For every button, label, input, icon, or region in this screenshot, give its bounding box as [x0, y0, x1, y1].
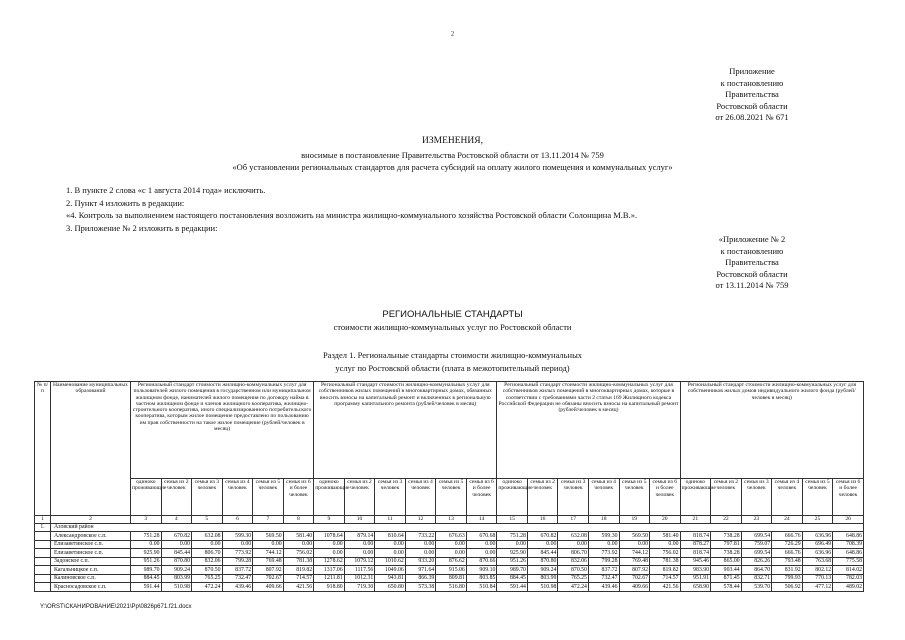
value-cell: 0.00	[192, 540, 223, 549]
change-item: 1. В пункте 2 слова «с 1 августа 2014 года» исключить.	[66, 185, 266, 195]
value-cell: 799.28	[222, 557, 253, 566]
table-row	[35, 549, 864, 558]
column-number: 5	[192, 516, 223, 524]
value-cell: 719.30	[344, 583, 375, 592]
value-cell: 943.81	[375, 574, 406, 583]
column-number: 10	[344, 516, 375, 524]
value-cell: 738.28	[711, 549, 742, 558]
value-cell: 516.80	[436, 583, 467, 592]
family-size-header: семья из 4 человек	[772, 479, 803, 516]
value-cell: 799.28	[588, 557, 619, 566]
family-size-header: семья из 3 человек	[558, 479, 589, 516]
table-row	[35, 540, 864, 549]
value-cell: 421.56	[650, 583, 681, 592]
value-cell: 0.00	[436, 549, 467, 558]
value-cell: 802.12	[802, 566, 833, 575]
value-cell: 770.13	[802, 574, 833, 583]
value-cell: 477.12	[802, 583, 833, 592]
municipality-name: Александровское с.п.	[51, 532, 131, 541]
value-cell: 765.25	[192, 574, 223, 583]
file-path-footer: Y:\ORST\СКАНИРОВАНИЕ\2021\Pp\0826p671.f21.docx	[40, 604, 192, 610]
column-number: 19	[619, 516, 650, 524]
appendix-2-line: от 13.11.2014 № 759	[715, 280, 789, 290]
value-cell: 581.40	[650, 532, 681, 541]
value-cell: 989.70	[497, 566, 528, 575]
family-size-header: семья из 2 человек	[344, 479, 375, 516]
table-row	[35, 583, 864, 592]
value-cell: 0.00	[619, 540, 650, 549]
value-cell: 818.74	[680, 532, 711, 541]
value-cell: 871.45	[711, 574, 742, 583]
value-cell: 599.30	[588, 532, 619, 541]
standards-table	[34, 381, 864, 592]
value-cell: 472.24	[192, 583, 223, 592]
row-number-cell	[35, 566, 51, 575]
value-cell: 0.00	[497, 540, 528, 549]
column-number: 17	[558, 516, 589, 524]
value-cell: 793.48	[772, 557, 803, 566]
appendix-2-block	[682, 234, 822, 292]
value-cell: 591.44	[131, 583, 162, 592]
family-size-header: семья из 5 человек	[802, 479, 833, 516]
regional-standards-title: РЕГИОНАЛЬНЫЕ СТАНДАРТЫ	[382, 309, 523, 320]
value-cell: 510.98	[161, 583, 192, 592]
family-size-header: семья из 3 человек	[375, 479, 406, 516]
value-cell: 439.46	[222, 583, 253, 592]
value-cell: 763.68	[802, 557, 833, 566]
value-cell: 632.08	[558, 532, 589, 541]
appendix-1-line: к постановлению	[720, 77, 784, 88]
appendix-1-line: от 26.08.2021 № 671	[715, 112, 789, 122]
value-cell: 0.00	[405, 549, 436, 558]
value-cell: 702.67	[619, 574, 650, 583]
value-cell: 879.14	[344, 532, 375, 541]
appendix-2-line: к постановлению	[720, 245, 784, 256]
family-size-header: семья из 5 человек	[436, 479, 467, 516]
value-cell: 0.00	[131, 540, 162, 549]
change-item: «4. Контроль за выполнением настоящего постановления возложить на министра жилищно-коммунального хозяйства Ростовской области Солонщина М.В.».	[66, 210, 638, 220]
column-number: 21	[680, 516, 711, 524]
value-cell: 658.90	[680, 583, 711, 592]
column-number: 24	[772, 516, 803, 524]
family-size-header: семья из 4 человек	[588, 479, 619, 516]
value-cell: 666.76	[772, 549, 803, 558]
value-cell: 699.54	[741, 549, 772, 558]
row-number-cell	[35, 540, 51, 549]
column-number: 14	[466, 516, 497, 524]
value-cell: 803.99	[161, 574, 192, 583]
value-cell: 714.57	[283, 574, 314, 583]
family-size-header: семья из 6 и более человек	[833, 479, 864, 516]
value-cell: 732.47	[222, 574, 253, 583]
family-size-header: одиноко проживающие	[497, 479, 528, 516]
column-number: 3	[131, 516, 162, 524]
value-cell: 636.96	[802, 549, 833, 558]
column-number: 16	[527, 516, 558, 524]
appendix-2-line: Правительства	[725, 257, 779, 267]
value-cell: 832.71	[741, 574, 772, 583]
family-size-header: семья из 2 человек	[527, 479, 558, 516]
column-number: 2	[51, 516, 131, 524]
value-cell: 756.02	[650, 549, 681, 558]
value-cell: 648.86	[833, 532, 864, 541]
value-cell: 870.80	[161, 557, 192, 566]
value-cell: 806.70	[558, 549, 589, 558]
value-cell: 971.64	[405, 566, 436, 575]
value-cell: 702.67	[253, 574, 284, 583]
header-row-groups	[35, 382, 864, 479]
family-size-header: семья из 4 человек	[222, 479, 253, 516]
column-number: 25	[802, 516, 833, 524]
value-cell: 765.25	[558, 574, 589, 583]
value-cell: 1078.64	[314, 532, 345, 541]
appendix-1-line: Приложение	[729, 66, 775, 76]
value-cell: 759.07	[741, 540, 772, 549]
value-cell: 421.56	[283, 583, 314, 592]
value-cell: 0.00	[466, 549, 497, 558]
value-cell: 0.00	[405, 540, 436, 549]
value-cell: 650.80	[375, 583, 406, 592]
appendix-2-line: Ростовской области	[716, 268, 788, 279]
family-size-header: семья из 2 человек	[711, 479, 742, 516]
regional-standards-subtitle: стоимости жилищно-коммунальных услуг по Ростовской области	[333, 322, 572, 332]
table-row	[35, 574, 864, 583]
value-cell: 0.00	[375, 540, 406, 549]
header-number: № п/п	[35, 382, 51, 516]
row-number-cell	[35, 532, 51, 541]
value-cell: 837.72	[222, 566, 253, 575]
value-cell: 870.50	[558, 566, 589, 575]
column-number: 11	[375, 516, 406, 524]
value-cell: 733.22	[405, 532, 436, 541]
value-cell: 866.39	[405, 574, 436, 583]
table-row	[35, 566, 864, 575]
header-group-2: Региональный стандарт стоимости жилищно-коммунальных услуг для собственников жилых помещений в многоквартирных домах, обязанных вносить взносы на капитальный ремонт и включенных в региональную программу капитального ремонта (рублей/человек в месяц)	[314, 382, 497, 479]
value-cell: 751.28	[497, 532, 528, 541]
value-cell: 569.50	[619, 532, 650, 541]
header-municipality: Наименование муниципальных образований	[51, 382, 131, 516]
value-cell: 738.28	[711, 532, 742, 541]
section-line: услуг по Ростовской области (плата в межотопительный период)	[335, 362, 570, 373]
value-cell: 1049.06	[375, 566, 406, 575]
municipality-name: Елизаветинское с.п.	[51, 540, 131, 549]
value-cell: 409.66	[253, 583, 284, 592]
value-cell: 925.90	[131, 549, 162, 558]
municipality-name: Задонское с.п.	[51, 557, 131, 566]
family-size-header: семья из 5 человек	[253, 479, 284, 516]
value-cell: 807.92	[619, 566, 650, 575]
district-number: 1.	[35, 523, 51, 532]
value-cell: 832.06	[558, 557, 589, 566]
column-number: 1	[35, 516, 51, 524]
value-cell: 0.00	[466, 540, 497, 549]
column-number: 15	[497, 516, 528, 524]
appendix-2-line: «Приложение № 2	[718, 234, 786, 244]
value-cell: 909.10	[466, 566, 497, 575]
value-cell: 599.30	[222, 532, 253, 541]
value-cell: 744.12	[253, 549, 284, 558]
changes-subject: «Об установлении региональных стандартов для расчета субсидий на оплату жилого помещения и коммунальных услуг»	[232, 162, 673, 172]
family-size-header: семья из 2 человек	[161, 479, 192, 516]
value-cell: 1012.31	[344, 574, 375, 583]
municipality-name: Калиновское с.п.	[51, 574, 131, 583]
value-cell: 744.12	[619, 549, 650, 558]
header-group-1: Региональный стандарт стоимости жилищно-коммунальных услуг для пользователей жилого помещения в государственном или муниципальном жилищном фонде, нанимателей жилого помещения по договору найма в частном жилищном фонде и членов жилищного кооператива, жилищно-строительного кооператива, иного специализированного потребительского кооператива, которым жилое помещение предоставлено по пользованию им прав собственности на такое жилое помещение (рублей/человек в месяц)	[131, 382, 314, 479]
change-items	[66, 184, 637, 234]
column-number: 22	[711, 516, 742, 524]
value-cell: 903.44	[711, 566, 742, 575]
value-cell: 591.44	[497, 583, 528, 592]
value-cell: 539.70	[741, 583, 772, 592]
value-cell: 756.02	[283, 549, 314, 558]
value-cell: 632.08	[192, 532, 223, 541]
value-cell: 945.46	[680, 557, 711, 566]
value-cell: 870.50	[192, 566, 223, 575]
value-cell: 0.00	[650, 540, 681, 549]
value-cell: 933.20	[405, 557, 436, 566]
value-cell: 1117.56	[344, 566, 375, 575]
district-row	[35, 523, 864, 532]
value-cell: 636.96	[802, 532, 833, 541]
value-cell: 837.72	[588, 566, 619, 575]
value-cell: 439.46	[588, 583, 619, 592]
value-cell: 0.00	[344, 549, 375, 558]
value-cell: 670.82	[161, 532, 192, 541]
column-number: 8	[283, 516, 314, 524]
value-cell: 670.68	[466, 532, 497, 541]
header-group-3: Региональный стандарт стоимости жилищно-коммунальных услуг для собственников жилых помещений в многоквартирных домах, которые в соответствии с требованиями части 2 статьи 169 Жилищного кодекса Российской Федерации не обязаны вносить взносы на капитальный ремонт (рублей/человек в месяц)	[497, 382, 680, 479]
value-cell: 489.02	[833, 583, 864, 592]
row-number-cell	[35, 574, 51, 583]
value-cell: 878.27	[680, 540, 711, 549]
row-number-cell	[35, 583, 51, 592]
value-cell: 510.84	[466, 583, 497, 592]
value-cell: 648.86	[833, 549, 864, 558]
value-cell: 1278.62	[314, 557, 345, 566]
value-cell: 708.39	[833, 540, 864, 549]
value-cell: 670.82	[527, 532, 558, 541]
value-cell: 0.00	[344, 540, 375, 549]
family-size-header: одиноко проживающие	[314, 479, 345, 516]
value-cell: 782.03	[833, 574, 864, 583]
value-cell: 732.47	[588, 574, 619, 583]
page-number: 2	[450, 30, 455, 38]
value-cell: 845.44	[161, 549, 192, 558]
municipality-name: Красносадовское с.п.	[51, 583, 131, 592]
row-number-cell	[35, 549, 51, 558]
value-cell: 0.00	[314, 540, 345, 549]
header-row-family-size	[35, 479, 864, 516]
value-cell: 809.81	[436, 574, 467, 583]
value-cell: 0.00	[253, 540, 284, 549]
column-number: 12	[405, 516, 436, 524]
changes-subtitle: вносимые в постановление Правительства Ростовской области от 13.11.2014 № 759	[301, 150, 604, 160]
value-cell: 806.70	[192, 549, 223, 558]
value-cell: 909.24	[527, 566, 558, 575]
family-size-header: одиноко проживающие	[131, 479, 162, 516]
value-cell: 769.48	[619, 557, 650, 566]
column-number: 9	[314, 516, 345, 524]
value-cell: 915.06	[436, 566, 467, 575]
value-cell: 803.99	[527, 574, 558, 583]
value-cell: 0.00	[283, 540, 314, 549]
section-heading	[0, 349, 905, 374]
section-line: Раздел 1. Региональные стандарты стоимости жилищно-коммунальных	[322, 350, 583, 360]
value-cell: 803.85	[466, 574, 497, 583]
value-cell: 714.57	[650, 574, 681, 583]
column-number: 13	[436, 516, 467, 524]
value-cell: 0.00	[314, 549, 345, 558]
district-name: Азовский район	[51, 523, 864, 532]
value-cell: 884.45	[497, 574, 528, 583]
value-cell: 751.28	[131, 532, 162, 541]
value-cell: 814.02	[833, 566, 864, 575]
value-cell: 773.92	[222, 549, 253, 558]
family-size-header: семья из 3 человек	[192, 479, 223, 516]
value-cell: 0.00	[436, 540, 467, 549]
municipality-name: Елизаветинское с.п.	[51, 549, 131, 558]
value-cell: 1317.06	[314, 566, 345, 575]
value-cell: 925.90	[497, 549, 528, 558]
value-cell: 0.00	[222, 540, 253, 549]
value-cell: 884.45	[131, 574, 162, 583]
value-cell: 0.00	[558, 540, 589, 549]
value-cell: 769.48	[253, 557, 284, 566]
value-cell: 573.38	[405, 583, 436, 592]
family-size-header: семья из 6 и более человек	[466, 479, 497, 516]
value-cell: 807.92	[253, 566, 284, 575]
value-cell: 876.62	[436, 557, 467, 566]
value-cell: 0.00	[375, 549, 406, 558]
value-cell: 0.00	[588, 540, 619, 549]
column-number: 20	[650, 516, 681, 524]
value-cell: 409.66	[619, 583, 650, 592]
family-size-header: одиноко проживающие	[680, 479, 711, 516]
column-number: 26	[833, 516, 864, 524]
value-cell: 826.26	[741, 557, 772, 566]
value-cell: 781.38	[283, 557, 314, 566]
value-cell: 472.24	[558, 583, 589, 592]
value-cell: 0.00	[161, 540, 192, 549]
value-cell: 797.81	[711, 540, 742, 549]
value-cell: 951.91	[680, 574, 711, 583]
value-cell: 726.29	[772, 540, 803, 549]
value-cell: 818.74	[680, 549, 711, 558]
value-cell: 819.82	[283, 566, 314, 575]
value-cell: 870.66	[466, 557, 497, 566]
column-number: 18	[588, 516, 619, 524]
column-number: 7	[253, 516, 284, 524]
value-cell: 510.98	[527, 583, 558, 592]
value-cell: 696.49	[802, 540, 833, 549]
value-cell: 578.44	[711, 583, 742, 592]
value-cell: 775.58	[833, 557, 864, 566]
header-group-4: Региональный стандарт стоимости жилищно-коммунальных услуг для собственников жилых домов индивидуального жилого фонда (рублей/человек в месяц)	[680, 382, 863, 479]
value-cell: 951.26	[497, 557, 528, 566]
family-size-header: семья из 6 и более человек	[650, 479, 681, 516]
value-cell: 983.90	[680, 566, 711, 575]
appendix-1-line: Правительства	[725, 89, 779, 99]
value-cell: 1211.81	[314, 574, 345, 583]
value-cell: 989.70	[131, 566, 162, 575]
value-cell: 1010.62	[375, 557, 406, 566]
municipality-name: Кагальницкое с.п.	[51, 566, 131, 575]
value-cell: 781.38	[650, 557, 681, 566]
value-cell: 569.50	[253, 532, 284, 541]
value-cell: 831.92	[772, 566, 803, 575]
value-cell: 832.06	[192, 557, 223, 566]
table-row	[35, 532, 864, 541]
value-cell: 581.40	[283, 532, 314, 541]
appendix-1-block	[682, 66, 822, 124]
column-number-row	[35, 516, 864, 524]
value-cell: 864.70	[741, 566, 772, 575]
value-cell: 870.80	[527, 557, 558, 566]
value-cell: 951.26	[131, 557, 162, 566]
value-cell: 1079.12	[344, 557, 375, 566]
change-item: 2. Пункт 4 изложить в редакции:	[66, 197, 185, 208]
value-cell: 799.93	[772, 574, 803, 583]
value-cell: 909.24	[161, 566, 192, 575]
family-size-header: семья из 4 человек	[405, 479, 436, 516]
value-cell: 506.92	[772, 583, 803, 592]
table-row	[35, 557, 864, 566]
column-number: 4	[161, 516, 192, 524]
family-size-header: семья из 3 человек	[741, 479, 772, 516]
appendix-1-line: Ростовской области	[716, 100, 788, 111]
change-item: 3. Приложение № 2 изложить в редакции:	[66, 222, 218, 233]
row-number-cell	[35, 557, 51, 566]
family-size-header: семья из 6 и более человек	[283, 479, 314, 516]
family-size-header: семья из 5 человек	[619, 479, 650, 516]
value-cell: 819.82	[650, 566, 681, 575]
value-cell: 0.00	[527, 540, 558, 549]
value-cell: 676.63	[436, 532, 467, 541]
column-number: 6	[222, 516, 253, 524]
value-cell: 845.44	[527, 549, 558, 558]
value-cell: 810.64	[375, 532, 406, 541]
column-number: 23	[741, 516, 772, 524]
value-cell: 865.00	[711, 557, 742, 566]
value-cell: 918.80	[314, 583, 345, 592]
value-cell: 699.54	[741, 532, 772, 541]
changes-title: ИЗМЕНЕНИЯ,	[422, 136, 483, 146]
value-cell: 773.92	[588, 549, 619, 558]
value-cell: 666.76	[772, 532, 803, 541]
